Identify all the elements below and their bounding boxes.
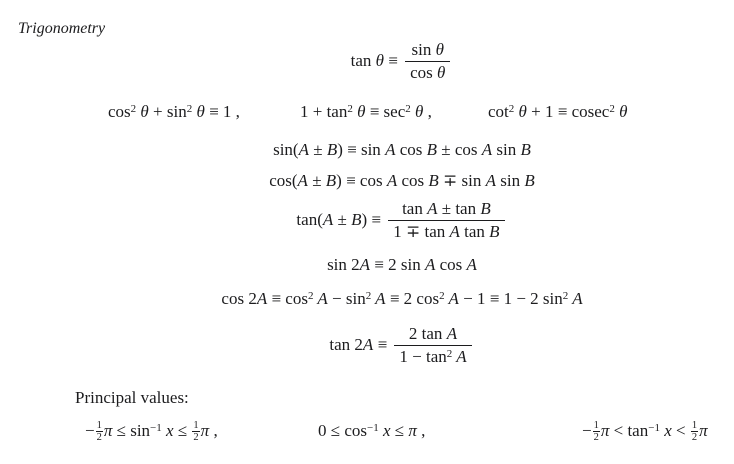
formula-cos-sum: cos(A ± B) ≡ cos A cos B ∓ sin A sin B (269, 171, 535, 190)
formula-pythagorean-identity: $\cos^2 \theta + \sin^2 \theta \equiv 1$ , (108, 102, 240, 121)
formula-cos-double-angle: $\cos 2A \equiv \cos^2 A - \sin^2 A \equiv 2$ $\cos^2 A - 1 \equiv 1 - 2$ $\sin^2 A$ (221, 289, 583, 308)
principal-value-arccos: $0 \le \cos^{-1} x \le \pi$ , (318, 421, 426, 440)
formula-sec-identity: $1 + \tan^2 \theta \equiv \sec^2 \theta$ , (300, 102, 432, 121)
formula-tan-sum: tan(A ± B) ≡ $\frac{\text{tan A ± tan B}}{\text{1 ∓ tan A tan B}}$ (70, 199, 734, 243)
formula-tan-double-angle: tan 2A ≡ $\frac{\text{2 tan A}}{1 - \tan^2 A}$ (70, 324, 734, 368)
formula-tan-definition: tan θ ≡ $\frac{\text{sin θ}}{\text{cos θ}}$ (70, 40, 734, 84)
principal-value-arcsin: − $\frac{1}{2}$ $\pi \le \sin^{-1} x$ ≤ $\frac{1}{2}$ π , (85, 420, 218, 444)
principal-value-arctan: − $\frac{1}{2}$ $\pi < \tan^{-1} x$ < $\frac{1}{2}$ π (582, 420, 708, 444)
section-title: Trigonometry (18, 20, 106, 37)
formula-sin-double-angle: sin 2A ≡ 2 sin A cos A (327, 255, 477, 274)
formula-cosec-identity: $\cot^2 \theta + 1 \equiv cosec^2$ θ (488, 102, 628, 121)
principal-values-label: Principal values: (75, 388, 189, 407)
formula-sin-sum: sin(A ± B) ≡ sin A cos B ± cos A sin B (273, 140, 531, 159)
